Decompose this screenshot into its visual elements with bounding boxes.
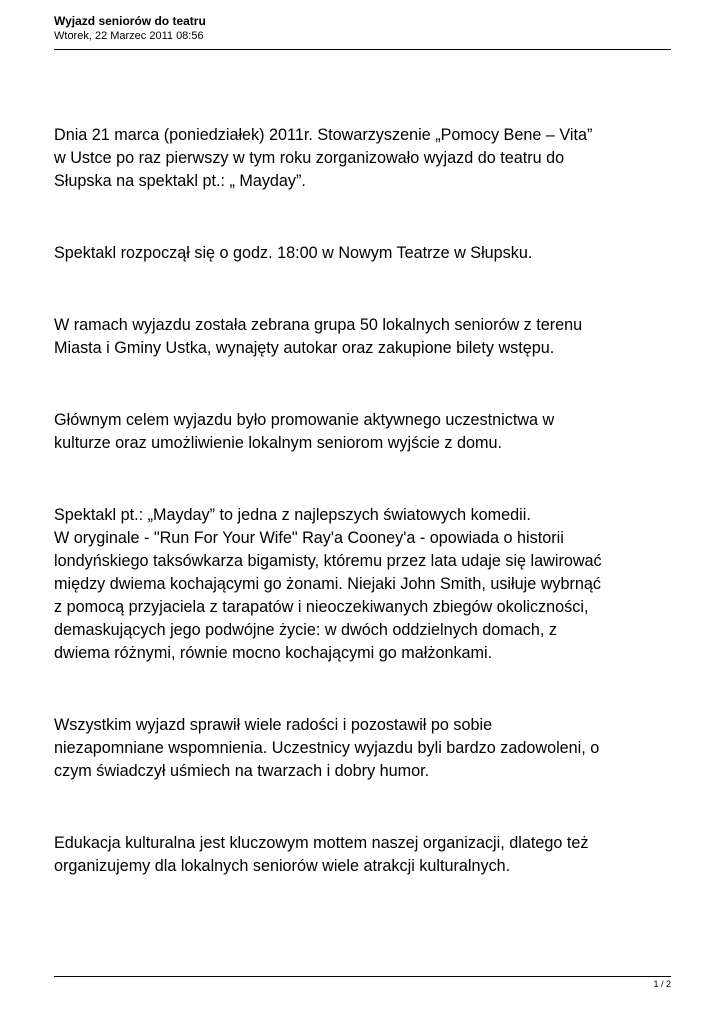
text-line: Słupska na spektakl pt.: „ Mayday”. [54,172,306,190]
document-header [54,14,671,43]
paragraph [54,314,671,360]
text-line: londyńskiego taksówkarza bigamisty, któremu przez lata udaje się lawirować [54,552,602,570]
text-line: Głównym celem wyjazdu było promowanie aktywnego uczestnictwa w [54,411,555,429]
text-line: niezapomniane wspomnienia. Uczestnicy wyjazdu byli bardzo zadowoleni, o [54,739,600,757]
text-line: demaskujących jego podwójne życie: w dwóch oddzielnych domach, z [54,621,557,639]
text-line: między dwiema kochającymi go żonami. Niejaki John Smith, usiłuje wybrnąć [54,575,601,593]
document-title: Wyjazd seniorów do teatru [54,14,206,28]
text-line: Edukacja kulturalna jest kluczowym mottem naszej organizacji, dlatego też [54,834,589,852]
paragraph [54,504,671,665]
paragraph [54,714,671,783]
text-line: Spektakl pt.: „Mayday” to jedna z najlepszych światowych komedii. [54,506,531,524]
paragraph [54,409,671,455]
text-line: czym świadczył uśmiech na twarzach i dobry humor. [54,762,430,780]
text-line: kulturze oraz umożliwienie lokalnym seniorom wyjście z domu. [54,434,503,452]
footer-divider [54,976,671,977]
paragraph [54,832,671,878]
text-line: Wszystkim wyjazd sprawił wiele radości i pozostawił po sobie [54,716,493,734]
document-date: Wtorek, 22 Marzec 2011 08:56 [54,30,204,42]
text-line: W ramach wyjazdu została zebrana grupa 50 lokalnych seniorów z terenu [54,316,583,334]
text-line: w Ustce po raz pierwszy w tym roku zorganizowało wyjazd do teatru do [54,149,565,167]
text-line: Miasta i Gminy Ustka, wynajęty autokar oraz zakupione bilety wstępu. [54,339,555,357]
paragraph [54,124,671,193]
text-line: W oryginale - "Run For Your Wife" Ray'a Cooney'a - opowiada o historii [54,529,564,547]
text-line: dwiema różnymi, równie mocno kochającymi go małżonkami. [54,644,493,662]
paragraph [54,242,671,265]
text-line: Spektakl rozpoczął się o godz. 18:00 w Nowym Teatrze w Słupsku. [54,244,533,262]
text-line: z pomocą przyjaciela z tarapatów i nieoczekiwanych zbiegów okoliczności, [54,598,589,616]
text-line: organizujemy dla lokalnych seniorów wiele atrakcji kulturalnych. [54,857,511,875]
header-divider [54,49,671,50]
page-number: 1 / 2 [653,979,671,989]
article-body [54,124,671,927]
text-line: Dnia 21 marca (poniedziałek) 2011r. Stowarzyszenie „Pomocy Bene – Vita” [54,126,593,144]
